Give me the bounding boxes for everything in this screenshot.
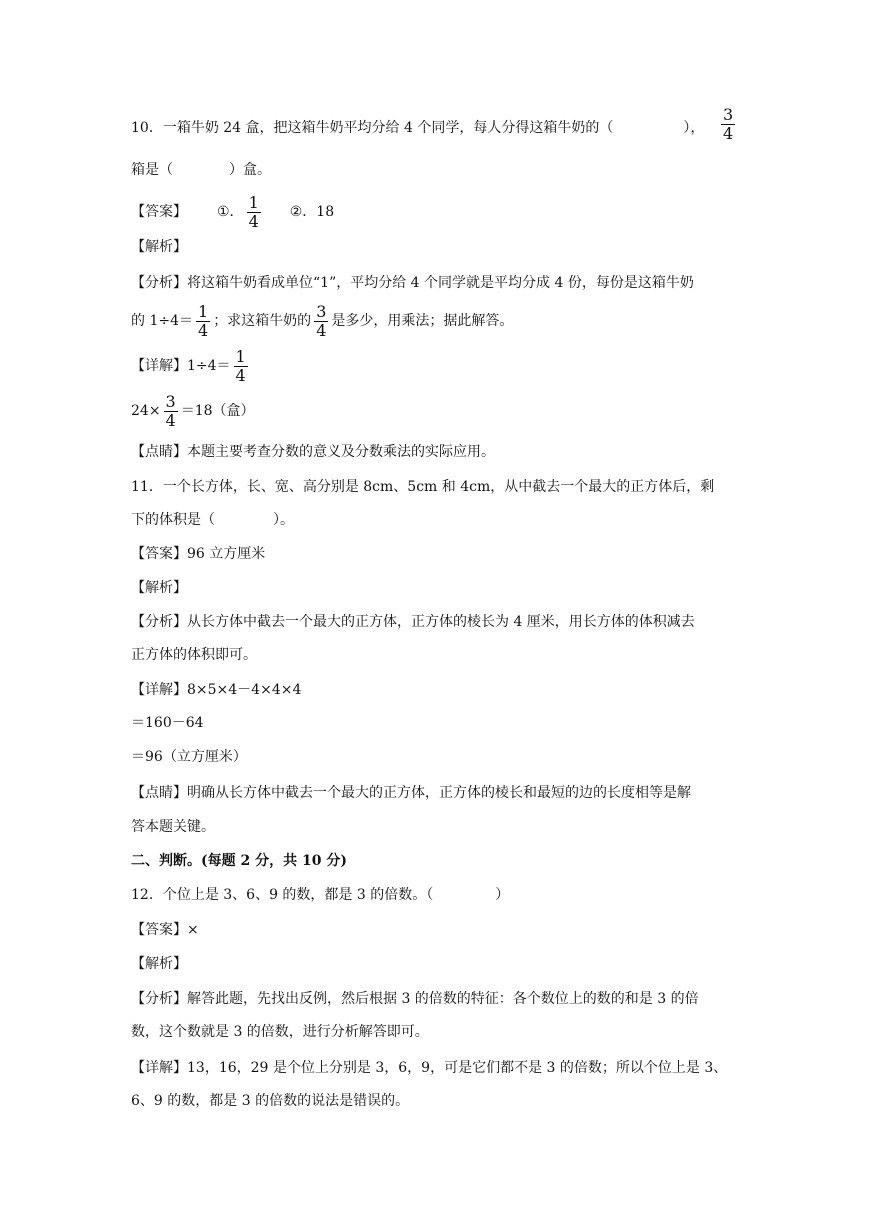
calc-text-b: ＝18（盒） — [180, 403, 255, 419]
q11-fenxi-line-1: 【分析】从长方体中截去一个最大的正方体，正方体的棱长为 4 厘米，用长方体的体积减去 — [131, 614, 695, 630]
q11-xiangjie: 【详解】8×5×4－4×4×4 — [131, 682, 302, 698]
q11-dianjing-line-2: 答本题关键。 — [131, 819, 215, 835]
fraction-denominator: 4 — [198, 320, 209, 340]
q11-stem-line-2 — [131, 510, 294, 530]
q12-fenxi-line-1: 【分析】解答此题，先找出反例，然后根据 3 的倍数的特征：各个数位上的数的和是 3 的倍 — [131, 991, 699, 1007]
fenxi-text-a: 的 1÷4＝ — [131, 313, 193, 329]
fraction-numerator: 3 — [165, 391, 176, 411]
fenxi-text-b: ；求这箱牛奶的 — [213, 313, 312, 329]
q12-fenxi-line-2: 数，这个数就是 3 的倍数，进行分析解答即可。 — [131, 1024, 429, 1040]
q11-stem-2-close: ）。 — [273, 512, 294, 528]
q10-fraction-3-4 — [721, 106, 735, 143]
q10-stem-line-2 — [131, 160, 271, 180]
q10-stem-line-1 — [131, 118, 704, 138]
q10-jiexi: 【解析】 — [131, 239, 187, 255]
q11-stem-2-text: 下的体积是（ — [131, 512, 215, 528]
fraction-numerator: 1 — [235, 346, 246, 366]
answer-1-marker: ①． — [217, 204, 244, 220]
fraction-denominator: 4 — [248, 211, 259, 231]
q10-stem-text: 10．一箱牛奶 24 盒，把这箱牛奶平均分给 4 个同学，每人分得这箱牛奶的（ — [131, 120, 614, 136]
q11-fenxi-line-2: 正方体的体积即可。 — [131, 647, 257, 663]
fraction-numerator: 1 — [248, 192, 259, 212]
fraction-numerator: 3 — [723, 105, 734, 124]
q10-fenxi-line-1: 【分析】将这箱牛奶看成单位“1”，平均分给 4 个同学就是平均分成 4 份，每份是这箱牛奶 — [131, 275, 694, 291]
q11-step-1: ＝160－64 — [131, 715, 204, 731]
q10-answer-line — [131, 193, 334, 231]
fenxi-text-c: 是多少，用乘法；据此解答。 — [331, 313, 514, 329]
q10-fenxi-line-2 — [131, 302, 513, 340]
q11-step-2: ＝96（立方厘米） — [131, 749, 247, 765]
q10-stem-2-close: ）盒。 — [229, 162, 271, 178]
q10-fenxi-fraction-2 — [314, 303, 328, 340]
fraction-numerator: 1 — [198, 301, 209, 321]
q12-stem-text: 12．个位上是 3、6、9 的数，都是 3 的倍数。（ — [131, 887, 434, 903]
answer-label: 【答案】 — [131, 204, 187, 220]
section-2-heading: 二、判断。(每题 2 分，共 10 分) — [131, 853, 347, 869]
q10-fenxi-fraction-1 — [196, 303, 210, 340]
q12-stem-close: ） — [495, 887, 510, 903]
fraction-numerator: 3 — [316, 301, 327, 321]
q10-calc-line — [131, 392, 255, 430]
q12-answer: 【答案】× — [131, 922, 199, 938]
q11-answer: 【答案】96 立方厘米 — [131, 546, 266, 562]
q10-stem-2-text: 箱是（ — [131, 162, 173, 178]
q11-jiexi: 【解析】 — [131, 580, 187, 596]
fraction-denominator: 4 — [723, 124, 734, 143]
q11-stem-line-1: 11．一个长方体，长、宽、高分别是 8cm、5cm 和 4cm，从中截去一个最大的正方体后，剩 — [131, 479, 715, 495]
q12-stem — [131, 885, 509, 905]
q10-dianjing: 【点睛】本题主要考查分数的意义及分数乘法的实际应用。 — [131, 444, 495, 460]
q10-answer-fraction — [247, 194, 261, 231]
q10-stem-close: ）， — [683, 120, 705, 136]
q10-calc-fraction — [164, 393, 178, 430]
xiangjie-text: 【详解】1÷4＝ — [131, 358, 231, 374]
fraction-denominator: 4 — [165, 410, 176, 430]
answer-2: ②．18 — [289, 204, 335, 220]
q10-xiangjie-line — [131, 347, 251, 385]
q12-xiangjie-line-1: 【详解】13，16，29 是个位上分别是 3，6，9，可是它们都不是 3 的倍数；所以个位上是 3、 — [131, 1060, 728, 1076]
fraction-denominator: 4 — [235, 365, 246, 385]
q12-jiexi: 【解析】 — [131, 956, 187, 972]
q10-xiangjie-fraction — [234, 348, 248, 385]
calc-text-a: 24× — [131, 403, 161, 419]
q12-xiangjie-line-2: 6、9 的数，都是 3 的倍数的说法是错误的。 — [131, 1093, 410, 1109]
q11-dianjing-line-1: 【点睛】明确从长方体中截去一个最大的正方体，正方体的棱长和最短的边的长度相等是解 — [131, 785, 691, 801]
fraction-denominator: 4 — [316, 320, 327, 340]
